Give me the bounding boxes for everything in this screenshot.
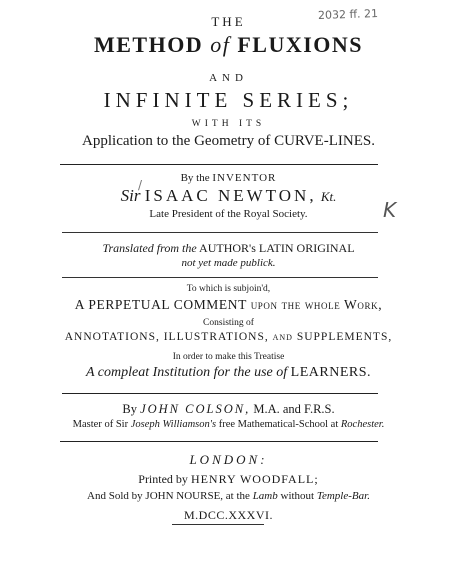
colson-williamson: Joseph Williamson's — [130, 419, 217, 430]
translation-latin-original: LATIN ORIGINAL — [258, 241, 355, 255]
author-president: Late President of the Royal Society. — [149, 208, 308, 220]
handwritten-slash-mark: / — [138, 178, 143, 192]
comment-consisting: Consisting of — [203, 318, 254, 328]
author-knight: Kt. — [320, 189, 337, 204]
handwritten-corner-mark: K — [383, 198, 397, 222]
colson-degrees: M.A. and F.R.S. — [253, 402, 335, 416]
author-sir: Sir — [120, 186, 141, 205]
translation-authors: AUTHOR's — [199, 241, 256, 255]
title-with-its: WITH ITS — [191, 119, 266, 129]
translation-from: Translated from the — [102, 241, 197, 255]
title-infinite-series: INFINITE SERIES; — [103, 88, 354, 112]
comment-subjoin: To which is subjoin'd, — [186, 284, 271, 294]
rule-year-underline — [172, 524, 264, 525]
imprint-london: LONDON: — [189, 452, 268, 467]
title-application — [0, 133, 457, 150]
colson-line-2 — [0, 419, 457, 430]
title-curve-lines: CURVE-LINES. — [274, 133, 375, 149]
title-of: of — [210, 32, 231, 57]
imprint-at-the: at the — [225, 490, 250, 502]
rule-2 — [62, 232, 378, 233]
comment-learners: LEARNERS. — [290, 365, 371, 380]
title-method-of-fluxions — [0, 32, 457, 58]
imprint-year: M.DCC.XXXVI. — [183, 508, 273, 522]
imprint-temple-bar: Temple-Bar. — [316, 490, 370, 502]
title-application-text: Application to the Geometry of — [82, 133, 271, 149]
author-inventor: INVENTOR — [212, 172, 277, 184]
title-method: METHOD — [93, 32, 204, 57]
imprint-without: without — [280, 490, 315, 502]
translation-line-2: not yet made publick. — [181, 257, 276, 269]
imprint-sold-by: And Sold by — [87, 490, 143, 502]
rule-4 — [62, 393, 378, 394]
rule-1 — [60, 164, 378, 165]
imprint-seller: JOHN NOURSE, — [145, 490, 224, 502]
title-the: THE — [211, 14, 246, 29]
comment-perpetual: A PERPETUAL COMMENT upon the whole Work, — [74, 297, 383, 312]
title-fluxions: FLUXIONS — [237, 32, 364, 57]
imprint-printed-by: Printed by — [138, 472, 188, 486]
comment-in-order: In order to make this Treatise — [172, 352, 285, 362]
colson-line-1 — [0, 402, 457, 417]
colson-rochester: Rochester. — [340, 419, 385, 430]
imprint-printer: HENRY WOODFALL; — [190, 472, 319, 486]
comment-annotations: ANNOTATIONS, ILLUSTRATIONS, and SUPPLEMENTS, — [64, 331, 393, 343]
author-name: ISAAC NEWTON, — [144, 186, 317, 205]
colson-by: By — [122, 402, 137, 416]
colson-school: free Mathematical-School at — [218, 419, 339, 430]
author-by-the: By the — [180, 172, 210, 184]
handwritten-shelfmark: 2032 ff. 21 — [317, 6, 379, 23]
imprint-lamb: Lamb — [252, 490, 278, 502]
author-by-the-inventor — [0, 172, 457, 184]
rule-3 — [62, 277, 378, 278]
rule-5 — [60, 441, 378, 442]
colson-name: JOHN COLSON, — [140, 402, 251, 416]
author-name-line — [0, 186, 457, 206]
comment-compleat-line — [0, 365, 457, 381]
title-and: AND — [209, 72, 248, 84]
imprint-printed-by-line — [0, 472, 457, 487]
colson-master: Master of Sir — [72, 419, 129, 430]
imprint-sold-by-line — [0, 490, 457, 502]
translation-line-1 — [0, 241, 457, 256]
comment-compleat: A compleat Institution for the use of — [85, 365, 288, 380]
